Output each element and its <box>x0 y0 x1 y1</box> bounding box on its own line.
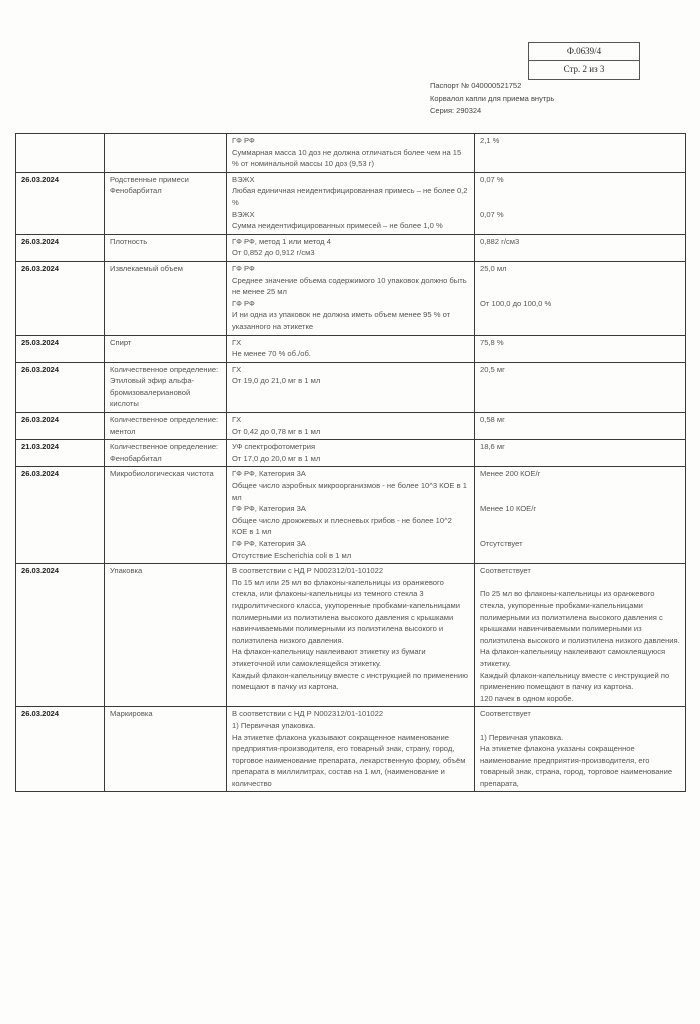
row-result <box>475 261 686 335</box>
row-date-text: 26.03.2024 <box>21 364 60 374</box>
row-norm <box>227 362 475 412</box>
row-indicator <box>105 467 227 564</box>
row-date <box>16 172 105 234</box>
row-result-text: Соответствует По 25 мл во флаконы-капельницы из оранжевого стекла, укупоренные пробками-капельницами полимерными из полиэтилена высокого давления с крышками навинчиваемыми полимерными из полиэтилена высокого и полиэтилена низкого давления. На флакон-капельницу наклеивают самоклеящуюся этикетку. Каждый флакон-капельницу вместе с инструкцией по применению помещают в пачку из картона. 120 пачек в одном коробе. <box>480 566 680 703</box>
row-norm-text: ГХ От 19,0 до 21,0 мг в 1 мл <box>232 364 321 386</box>
row-norm-text: ВЭЖХ Любая единичная неидентифицированная примесь – не более 0,2 % ВЭЖХ Сумма неидентифицированных примесей – не более 1,0 % <box>232 174 468 231</box>
row-norm <box>227 413 475 440</box>
row-norm-text: ГФ РФ Среднее значение объема содержимого 10 упаковок должно быть не менее 25 мл ГФ РФ И ни одна из упаковок не должна иметь объем менее 95 % от указанного на этикетке <box>232 263 467 331</box>
row-result <box>475 362 686 412</box>
row-norm-text: В соответствии с НД Р N002312/01-101022 По 15 мл или 25 мл во флаконы-капельницы из оранжевого стекла, или флаконы-капельницы из темного стекла 3 гидролитического класса, укупоренные пробками-капельницами полимерными из полиэтилена высокого давления с крышками навинчиваемыми полимерными из полиэтилена высокого и полиэтилена низкого давления. На флакон-капельницу наклеивают этикетку из бумаги этикеточной или самоклеящейся этикетку. Каждый флакон-капельницу вместе с инструкцией по применению помещают в пачку из картона. <box>232 566 468 692</box>
row-result <box>475 467 686 564</box>
row-indicator-text: Плотность <box>110 236 148 246</box>
row-result-text: 2,1 % <box>480 136 500 145</box>
row-result <box>475 440 686 467</box>
row-result <box>475 564 686 707</box>
row-date <box>16 362 105 412</box>
row-indicator <box>105 707 227 792</box>
table-row <box>16 172 686 234</box>
row-indicator-text: Маркировка <box>110 709 153 719</box>
row-date <box>16 440 105 467</box>
row-indicator-text: Родственные примеси Фенобарбитал <box>110 174 189 196</box>
row-date <box>16 467 105 564</box>
form-code: Ф.0639/4 <box>566 46 602 56</box>
row-norm-text: УФ спектрофотометрия От 17,0 до 20,0 мг в 1 мл <box>232 442 321 463</box>
row-indicator <box>105 134 227 173</box>
row-norm-text: ГФ РФ, Категория 3А Общее число аэробных микроорганизмов - не более 10^3 КОЕ в 1 мл ГФ РФ, Категория 3А Общее число дрожжевых и плесневых грибов - не более 10^2 КОЕ в 1 мл ГФ РФ, Категория 3А Отсутствие Escherichia coli в 1 мл <box>232 469 467 560</box>
row-date <box>16 261 105 335</box>
row-indicator <box>105 234 227 261</box>
row-result-text: Соответствует 1) Первичная упаковка. На этикетке флакона указаны сокращенное наименование предприятия-производителя, его товарный знак, страна, город, торговое наименование препарата, <box>480 709 673 788</box>
row-norm <box>227 440 475 467</box>
table-row <box>16 564 686 707</box>
row-indicator <box>105 261 227 335</box>
row-norm-text: ГХ Не менее 70 % об./об. <box>232 337 311 359</box>
row-date-text: 26.03.2024 <box>21 236 60 246</box>
row-date-text: 26.03.2024 <box>21 469 60 479</box>
row-date <box>16 564 105 707</box>
row-indicator-text: Спирт <box>110 337 132 347</box>
row-indicator-text: Количественное определение: Этиловый эфир альфа-бромизовалериановой кислоты <box>110 364 219 409</box>
row-date <box>16 335 105 362</box>
row-result <box>475 234 686 261</box>
row-result-text: 18,6 мг <box>480 442 505 452</box>
row-result-text: 75,8 % <box>480 337 504 347</box>
row-date <box>16 134 105 173</box>
row-result-text: 0,58 мг <box>480 415 505 425</box>
form-code-box <box>528 42 640 80</box>
row-norm-text: ГФ РФ Суммарная масса 10 доз не должна отличаться более чем на 15 % от номинальной массы 10 доз (9,53 г) <box>232 136 462 169</box>
row-result-text: Менее 200 КОЕ/г Менее 10 КОЕ/г Отсутствует <box>480 469 541 548</box>
row-date <box>16 413 105 440</box>
row-result <box>475 335 686 362</box>
row-norm <box>227 261 475 335</box>
row-norm <box>227 234 475 261</box>
row-indicator-text: Микробиологическая чистота <box>110 469 214 479</box>
row-norm-text: В соответствии с НД Р N002312/01-101022 1) Первичная упаковка. На этикетке флакона указывают сокращенное наименование предприятия-производителя, его товарный знак, страну, город, торговое наименование препарата, лекарственную форму, объём препарата в миллилитрах, состав на 1 мл, (наименование и количество <box>232 709 466 788</box>
row-result-text: 0,882 г/см3 <box>480 236 520 246</box>
row-norm <box>227 134 475 173</box>
series-number: Серия: 290324 <box>430 106 482 115</box>
table-row <box>16 261 686 335</box>
row-result-text: 20,5 мг <box>480 364 505 374</box>
row-indicator-text: Упаковка <box>110 566 143 576</box>
row-indicator <box>105 362 227 412</box>
row-indicator-text: Извлекаемый объем <box>110 263 183 273</box>
row-indicator <box>105 335 227 362</box>
row-indicator <box>105 440 227 467</box>
row-indicator-text: Количественное определение: Фенобарбитал <box>110 442 219 463</box>
table-row <box>16 134 686 173</box>
row-result <box>475 172 686 234</box>
row-date-text: 21.03.2024 <box>21 442 60 452</box>
row-norm <box>227 707 475 792</box>
row-date-text: 26.03.2024 <box>21 709 60 719</box>
row-date <box>16 234 105 261</box>
row-date-text: 26.03.2024 <box>21 174 60 184</box>
row-norm-text: ГХ От 0,42 до 0,78 мг в 1 мл <box>232 415 321 436</box>
row-date-text: 25.03.2024 <box>21 337 60 347</box>
row-result-text: 0,07 % 0,07 % <box>480 174 504 219</box>
table-row <box>16 234 686 261</box>
table-row <box>16 707 686 792</box>
row-date <box>16 707 105 792</box>
row-norm <box>227 467 475 564</box>
table-row <box>16 335 686 362</box>
passport-number: Паспорт № 040000521752 <box>430 81 522 90</box>
row-date-text: 26.03.2024 <box>21 566 60 576</box>
row-result <box>475 134 686 173</box>
row-indicator-text: Количественное определение: ментол <box>110 415 219 436</box>
row-norm <box>227 564 475 707</box>
row-date-text: 26.03.2024 <box>21 415 60 425</box>
row-norm <box>227 335 475 362</box>
row-indicator <box>105 172 227 234</box>
row-indicator <box>105 564 227 707</box>
passport-header <box>430 80 554 118</box>
row-result-text: 25,0 мл От 100,0 до 100,0 % <box>480 263 552 308</box>
table-row <box>16 440 686 467</box>
row-result <box>475 413 686 440</box>
row-norm <box>227 172 475 234</box>
row-result <box>475 707 686 792</box>
table-row <box>16 362 686 412</box>
row-indicator <box>105 413 227 440</box>
table-row <box>16 413 686 440</box>
row-date-text: 26.03.2024 <box>21 263 60 273</box>
row-norm-text: ГФ РФ, метод 1 или метод 4 От 0,852 до 0,912 г/см3 <box>232 236 331 258</box>
page-number: Стр. 2 из 3 <box>529 60 639 78</box>
test-results-table <box>15 133 686 792</box>
table-row <box>16 467 686 564</box>
product-name: Корвалол капли для приема внутрь <box>430 93 555 103</box>
